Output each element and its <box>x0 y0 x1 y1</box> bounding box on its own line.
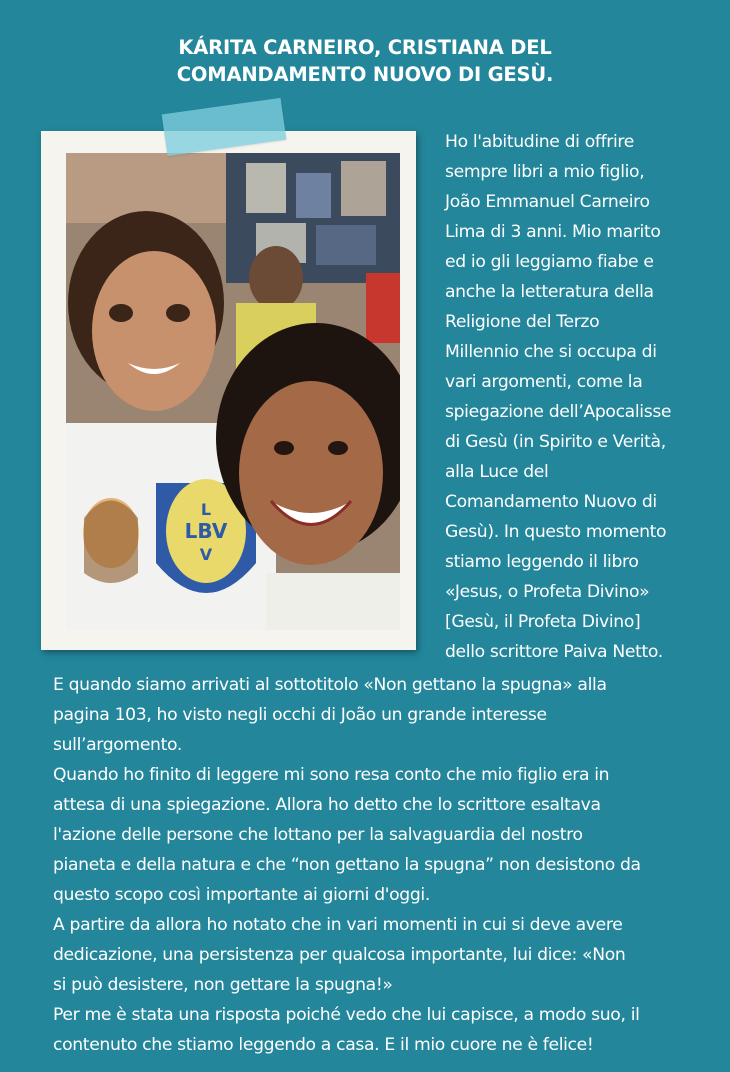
body-line: sull’argomento. <box>53 735 182 755</box>
side-line: spiegazione dell’Apocalisse <box>445 402 672 422</box>
article-title <box>0 34 730 88</box>
side-line: ed io gli leggiamo fiabe e <box>445 252 654 272</box>
badge-line-3: V <box>199 545 213 564</box>
body-line: si può desistere, non gettare la spugna!» <box>53 975 393 995</box>
body-line: Quando ho finito di leggere mi sono resa conto che mio figlio era in <box>53 765 610 785</box>
side-line: Ho l'abitudine di offrire <box>445 132 634 152</box>
body-line: Per me è stata una risposta poiché vedo che lui capisce, a modo suo, il <box>53 1005 640 1025</box>
side-line: Gesù). In questo momento <box>445 522 667 542</box>
side-line: anche la letteratura della <box>445 282 654 302</box>
side-line: dello scrittore Paiva Netto. <box>445 642 663 662</box>
body-line: pianeta e della natura e che “non gettano la spugna” non desistono da <box>53 855 641 875</box>
side-line: vari argomenti, come la <box>445 372 643 392</box>
side-line: di Gesù (in Spirito e Verità, <box>445 432 666 452</box>
body-line: contenuto che stiamo leggendo a casa. E il mio cuore ne è felice! <box>53 1035 594 1055</box>
side-line: «Jesus, o Profeta Divino» <box>445 582 650 602</box>
side-line: Religione del Terzo <box>445 312 600 332</box>
photo-frame <box>41 131 416 650</box>
body-paragraph <box>53 670 723 1060</box>
body-line: attesa di una spiegazione. Allora ho detto che lo scrittore esaltava <box>53 795 601 815</box>
side-paragraph <box>445 127 725 667</box>
family-photo <box>66 153 400 630</box>
body-line: A partire da allora ho notato che in vari momenti in cui si deve avere <box>53 915 623 935</box>
side-line: sempre libri a mio figlio, <box>445 162 645 182</box>
badge-line-2: LBV <box>184 519 228 543</box>
side-line: João Emmanuel Carneiro <box>445 192 650 212</box>
title-line-2: COMANDAMENTO NUOVO DI GESÙ. <box>176 63 554 86</box>
body-line: l'azione delle persone che lottano per la salvaguardia del nostro <box>53 825 583 845</box>
body-line: questo scopo così importante ai giorni d'oggi. <box>53 885 430 905</box>
side-line: alla Luce del <box>445 462 549 482</box>
body-line: dedicazione, una persistenza per qualcosa importante, lui dice: «Non <box>53 945 626 965</box>
body-line: E quando siamo arrivati al sottotitolo «Non gettano la spugna» alla <box>53 675 607 695</box>
title-line-1: KÁRITA CARNEIRO, CRISTIANA DEL <box>178 36 552 59</box>
side-line: Millennio che si occupa di <box>445 342 657 362</box>
badge-line-1: L <box>200 500 212 519</box>
side-line: Lima di 3 anni. Mio marito <box>445 222 661 242</box>
side-line: Comandamento Nuovo di <box>445 492 657 512</box>
side-line: stiamo leggendo il libro <box>445 552 639 572</box>
side-line: [Gesù, il Profeta Divino] <box>445 612 641 632</box>
photo-illustration <box>66 153 400 630</box>
body-line: pagina 103, ho visto negli occhi di João un grande interesse <box>53 705 547 725</box>
